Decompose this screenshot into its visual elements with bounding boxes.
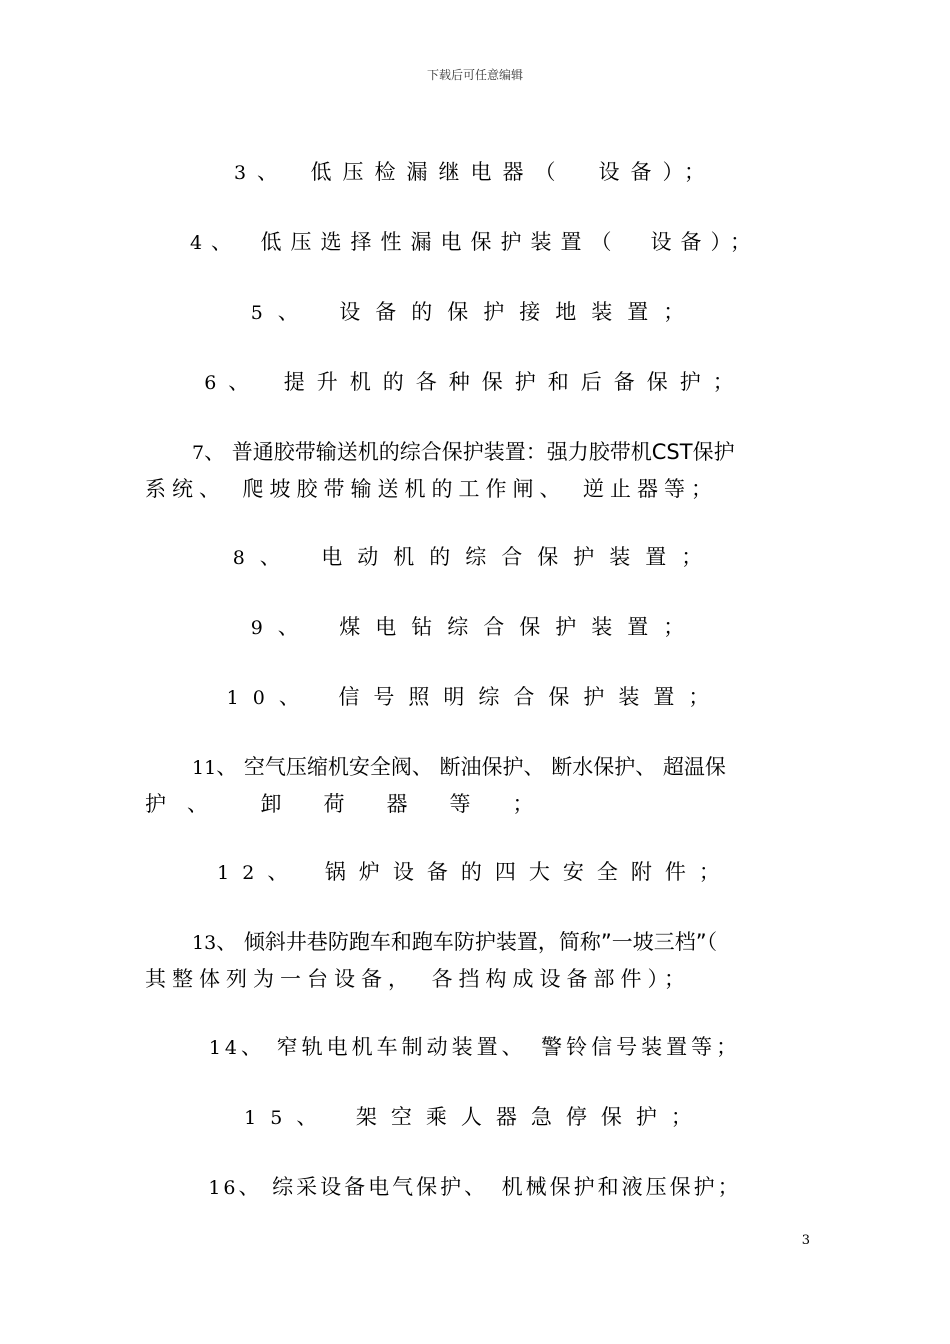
- list-item-7-continuation: 系统、 爬坡胶带输送机的工作闸、 逆止器等；: [145, 477, 718, 501]
- list-item-15: [145, 1103, 805, 1132]
- item-number: 7: [192, 442, 205, 464]
- list-item-16: [145, 1173, 805, 1202]
- item-text: 、 空气压缩机安全阀、 断油保护、 断水保护、 超温保: [216, 755, 726, 779]
- item-text: 、 锅炉设备的四大安全附件；: [267, 860, 733, 884]
- list-item-11: [192, 753, 726, 782]
- item-number: 10: [226, 687, 279, 709]
- item-number: 16: [208, 1177, 239, 1199]
- item-number: 14: [208, 1037, 241, 1059]
- item-number: 12: [217, 862, 268, 884]
- list-item-11-continuation: 护 、 卸 荷 器 等 ；: [145, 792, 534, 816]
- item-number: 11: [192, 757, 217, 779]
- item-text: 、 低压检漏继电器（ 设备）；: [257, 160, 717, 184]
- list-item-9: [145, 613, 805, 642]
- item-text: 、 设备的保护接地装置；: [277, 300, 700, 324]
- list-item-10: [145, 683, 805, 712]
- list-item-7: [192, 438, 735, 467]
- item-text: 、 电动机的综合保护装置；: [259, 545, 718, 569]
- list-item-13: [192, 928, 717, 957]
- item-number: 6: [204, 372, 229, 394]
- item-text: 、 综采设备电气保护、 机械保护和液压保护；: [238, 1175, 742, 1199]
- page-number: 3: [801, 1233, 810, 1248]
- item-number: 13: [192, 932, 217, 954]
- list-item-13-continuation: 其整体列为一台设备， 各挡构成设备部件）；: [145, 967, 691, 991]
- list-item-8: [145, 543, 805, 572]
- item-number: 9: [250, 617, 278, 639]
- item-text: 、 普通胶带输送机的综合保护装置：强力胶带机CST保护: [204, 440, 735, 464]
- list-item-5: [145, 298, 805, 327]
- item-number: 15: [244, 1107, 297, 1129]
- page-header: 下载后可任意编辑: [426, 68, 523, 82]
- list-item-14: [145, 1033, 805, 1062]
- item-number: 8: [232, 547, 260, 569]
- item-text: 、 低压选择性漏电保护装置（ 设备）；: [211, 230, 761, 254]
- item-text: 、 提升机的各种保护和后备保护；: [228, 370, 746, 394]
- item-text: 、 窄轨电机车制动装置、 警铃信号装置等；: [241, 1035, 742, 1059]
- item-number: 4: [189, 232, 212, 254]
- item-number: 5: [250, 302, 278, 324]
- list-item-3: [145, 158, 805, 187]
- item-number: 3: [233, 162, 258, 184]
- item-text: 、 倾斜井巷防跑车和跑车防护装置，简称”一坡三档”（: [216, 930, 718, 954]
- item-text: 、 煤电钻综合保护装置；: [277, 615, 700, 639]
- list-item-6: [145, 368, 805, 397]
- item-text: 、 信号照明综合保护装置；: [278, 685, 724, 709]
- item-text: 、 架空乘人器急停保护；: [296, 1105, 706, 1129]
- list-item-4: [145, 228, 805, 257]
- list-item-12: [145, 858, 805, 887]
